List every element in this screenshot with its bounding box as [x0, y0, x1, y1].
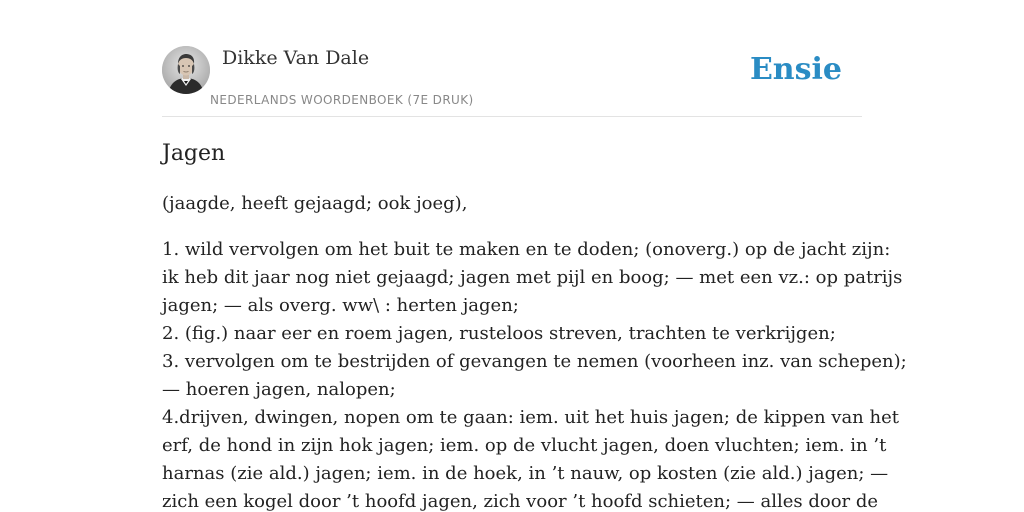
- brand-logo[interactable]: Ensie: [749, 52, 842, 87]
- definition-line: harnas (zie ald.) jagen; iem. in de hoek, in ’t nauw, op kosten (zie ald.) jagen; —: [162, 463, 889, 484]
- header: [162, 46, 862, 117]
- definition-line: 2. (fig.) naar eer en roem jagen, rusteloos streven, trachten te verkrijgen;: [162, 323, 836, 344]
- author-name[interactable]: Dikke Van Dale: [222, 47, 370, 69]
- definition-line: — hoeren jagen, nalopen;: [162, 379, 396, 400]
- entry-definition: [162, 236, 907, 512]
- entry-content: [162, 138, 907, 512]
- entry-forms: (jaagde, heeft gejaagd; ook joeg),: [162, 193, 468, 214]
- definition-line: erf, de hond in zijn hok jagen; iem. op de vlucht jagen, doen vluchten; iem. in ’t: [162, 435, 887, 456]
- definition-line: 1. wild vervolgen om het buit te maken en te doden; (onoverg.) op de jacht zijn:: [162, 239, 891, 260]
- definition-line: 4.drijven, dwingen, nopen om te gaan: iem. uit het huis jagen; de kippen van het: [162, 407, 899, 428]
- entry-title: Jagen: [162, 141, 226, 166]
- source-label[interactable]: NEDERLANDS WOORDENBOEK (7E DRUK): [210, 93, 474, 107]
- definition-line: jagen; — als overg. ww\ : herten jagen;: [162, 295, 519, 316]
- definition-line: 3. vervolgen om te bestrijden of gevangen te nemen (voorheen inz. van schepen);: [162, 351, 907, 372]
- definition-line: ik heb dit jaar nog niet gejaagd; jagen met pijl en boog; — met een vz.: op patrijs: [162, 267, 903, 288]
- author-portrait-icon[interactable]: [162, 46, 210, 94]
- definition-line: zich een kogel door ’t hoofd jagen, zich voor ’t hoofd schieten; — alles door de: [162, 491, 879, 512]
